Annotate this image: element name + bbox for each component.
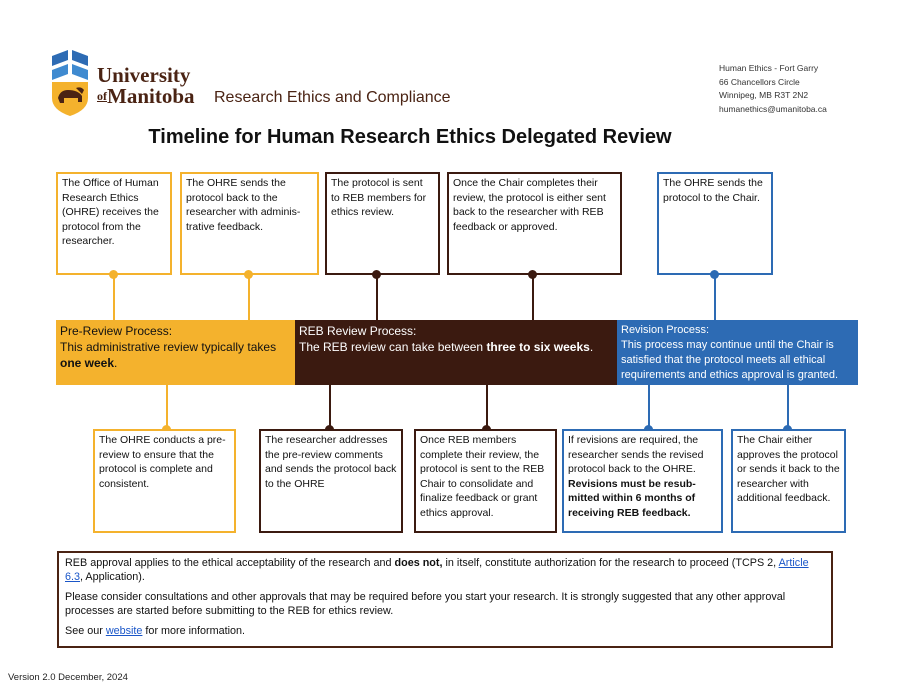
note-paragraph-2: Please consider consultations and other approvals that may be required before you start your research. It is strongly suggested that any other approval processes are started before submitting to the REB for ethics review.	[65, 591, 786, 617]
phase-pre-review	[56, 320, 295, 385]
website-link[interactable]: website	[105, 625, 143, 637]
university-name-of: of	[97, 89, 107, 103]
note-paragraph-1: REB approval applies to the ethical acceptability of the research and does not, in itself, constitute authorization for the research to proceed (TCPS 2, Article 6.3, Application).	[65, 557, 809, 583]
connector-line	[248, 275, 250, 320]
phase-revision-text: This process may continue until the Chair is satisfied that the protocol meets all ethical requirements and ethics approval is granted.	[621, 339, 839, 381]
approval-note	[57, 551, 833, 648]
connector-line	[113, 275, 115, 320]
step-box-chair-completes: Once the Chair completes their review, the protocol is either sent back to the researcher with REB feedback or approved.	[447, 172, 622, 275]
version-label: Version 2.0 December, 2024	[8, 672, 128, 683]
step-box-sent-to-chair: The OHRE sends the protocol to the Chair.	[657, 172, 773, 275]
phase-reb-review	[295, 320, 617, 385]
connector-line	[787, 385, 789, 430]
connector-line	[648, 385, 650, 430]
connector-dot	[710, 270, 719, 279]
connector-dot	[372, 270, 381, 279]
department-name: Research Ethics and Compliance	[214, 89, 451, 106]
step-box-revisions	[562, 429, 723, 533]
step-box-researcher-addresses: The researcher addresses the pre-review comments and sends the protocol back to the OHRE	[259, 429, 403, 533]
connector-line	[166, 385, 168, 430]
phase-revision	[617, 320, 858, 385]
page-title: Timeline for Human Research Ethics Delegated Review	[148, 126, 672, 148]
contact-block	[719, 62, 827, 116]
note-paragraph-3: See our website for more information.	[65, 625, 246, 637]
step-box-admin-feedback: The OHRE sends the protocol back to the researcher with adminis-trative feedback.	[180, 172, 319, 275]
contact-city: Winnipeg, MB R3T 2N2	[719, 90, 809, 100]
article-link[interactable]: Article 6.3	[65, 557, 809, 583]
contact-street: 66 Chancellors Circle	[719, 76, 800, 87]
contact-office: Human Ethics - Fort Garry	[719, 63, 819, 73]
connector-line	[329, 385, 331, 430]
university-name-line2	[97, 84, 195, 108]
revisions-text: If revisions are required, the researcher sends the revised protocol back to the OHRE.	[568, 434, 704, 476]
connector-dot	[528, 270, 537, 279]
connector-line	[376, 275, 378, 320]
connector-dot	[244, 270, 253, 279]
bison-shield-icon	[48, 48, 92, 118]
university-logo	[48, 48, 92, 118]
connector-line	[532, 275, 534, 320]
connector-dot	[109, 270, 118, 279]
phase-pre-review-text: This administrative review typically takes one week.	[60, 340, 277, 370]
university-name-line1: University	[97, 63, 191, 87]
phase-revision-heading: Revision Process:	[621, 324, 710, 336]
phase-pre-review-heading: Pre-Review Process:	[60, 324, 173, 338]
connector-line	[486, 385, 488, 430]
university-name-manitoba: Manitoba	[107, 84, 195, 108]
phase-reb-review-heading: REB Review Process:	[299, 324, 417, 338]
connector-line	[714, 275, 716, 320]
step-box-pre-review: The OHRE conducts a pre-review to ensure that the protocol is complete and consistent.	[93, 429, 236, 533]
step-box-sent-to-reb: The protocol is sent to REB members for ethics review.	[325, 172, 440, 275]
contact-email[interactable]: humanethics@umanitoba.ca	[719, 103, 827, 114]
revisions-deadline: Revisions must be resub-mitted within 6 months of receiving REB feedback.	[568, 477, 696, 519]
step-box-chair-decision: The Chair either approves the protocol or sends it back to the researcher with additional feedback.	[731, 429, 846, 533]
step-box-reb-complete: Once REB members complete their review, the protocol is sent to the REB Chair to consolidate and finalize feedback or grant ethics approval.	[414, 429, 557, 533]
phase-reb-review-text: The REB review can take between three to six weeks.	[299, 340, 594, 354]
step-box-ohre-receives: The Office of Human Research Ethics (OHRE) receives the protocol from the researcher.	[56, 172, 172, 275]
